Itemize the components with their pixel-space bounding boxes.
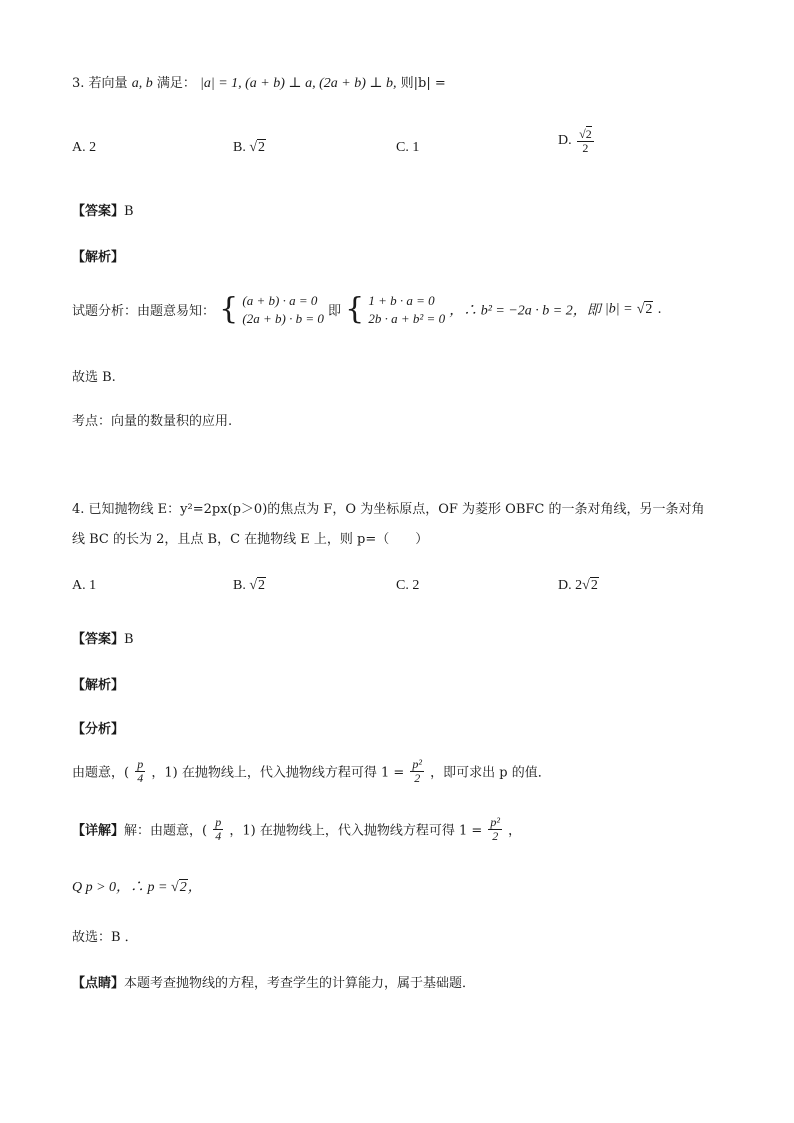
- q4-dianjing: 【点睛】本题考查抛物线的方程，考查学生的计算能力，属于基础题．: [72, 976, 476, 991]
- q4-xiangjie: 【详解】解：由题意，( $\frac{p}{4}$ ，1) 在抛物线上，代入抛物线方程可得 1 = $\frac{\text{p²}}{2}$ ，: [72, 815, 522, 843]
- q4-stem-line2: 线 BC 的长为 2，且点 B，C 在抛物线 E 上，则 p=（ ）: [72, 532, 429, 547]
- q4-option-d: D. 2√2: [558, 578, 598, 593]
- q4-analysis-heading: 【解析】: [72, 678, 125, 693]
- q4-choose: 故选：B ．: [72, 930, 138, 945]
- q4-option-b: B. √2: [233, 578, 266, 593]
- q4-stem-line1: 4. 已知抛物线 E：y²=2px(p＞0)的焦点为 F，O 为坐标原点，OF 为菱形 OBFC 的一条对角线，另一条对角: [72, 502, 705, 517]
- q3-system-1: (a + b) · a = 0 (2a + b) · b = 0: [242, 293, 324, 326]
- q4-fenxi-heading: 【分析】: [72, 722, 125, 737]
- q4-option-a: A. 1: [72, 578, 97, 593]
- q3-answer: 【答案】B: [72, 204, 134, 219]
- q3-topic: 考点：向量的数量积的应用.: [72, 414, 233, 429]
- q4-fenxi: 由题意，( $\frac{p}{4}$ ，1) 在抛物线上，代入抛物线方程可得 1 = $\frac{\text{p²}}{2}$ ，即可求出 p 的值．: [72, 757, 551, 785]
- q3-system-2: 1 + b · a = 0 2b · a + b² = 0: [368, 293, 446, 326]
- q3-option-a: A. 2: [72, 140, 97, 155]
- q4-answer: 【答案】B: [72, 632, 134, 647]
- q4-step: Q p > 0，∴ p = √2，: [72, 880, 202, 895]
- q3-option-c: C. 1: [396, 140, 420, 155]
- q3-option-b: B. √2: [233, 140, 266, 155]
- q3-choose: 故选 B.: [72, 370, 116, 385]
- q4-option-c: C. 2: [396, 578, 420, 593]
- q3-option-d: D. $\frac{√2}{2}$: [558, 127, 592, 155]
- q3-stem: 3. 若向量 a, b 满足： |a| = 1, (a + b) ⊥ a, (2a + b) ⊥ b, 则|b| =: [72, 76, 446, 91]
- q3-analysis-heading: 【解析】: [72, 250, 125, 265]
- q3-analysis: 试题分析：由题意易知： { (a + b) · a = 0 (2a + b) · b = 0 即 { 1 + b · a = 0 2b · a + b² = 0 ，∴ b² = −2a · b = 2，即 |b| = √2 .: [72, 291, 662, 327]
- q3-condition: |a| = 1, (a + b) ⊥ a, (2a + b) ⊥ b,: [200, 76, 397, 91]
